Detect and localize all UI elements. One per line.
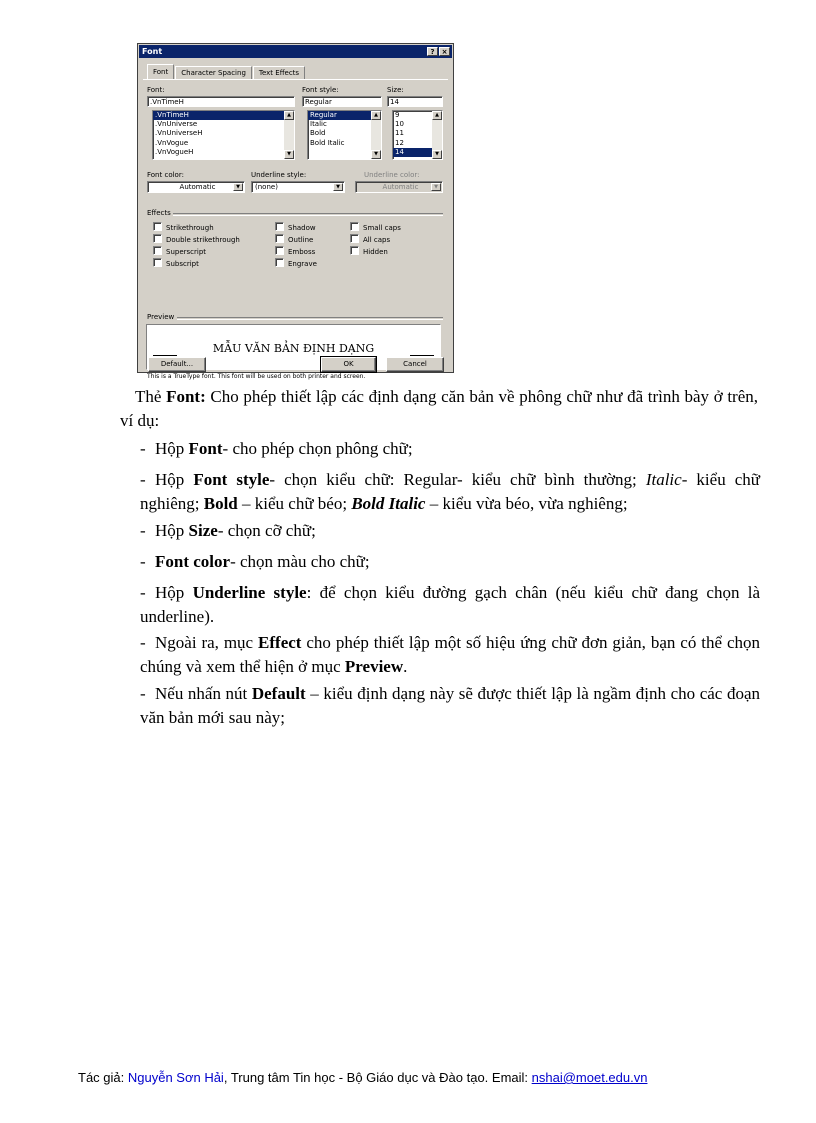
list-item[interactable]: .VnUniverse xyxy=(155,120,198,129)
scroll-up-icon[interactable]: ▲ xyxy=(432,111,442,120)
small-caps-checkbox[interactable]: Small caps xyxy=(350,222,401,233)
dialog-titlebar xyxy=(139,45,452,58)
list-item[interactable]: Regular xyxy=(308,111,381,120)
font-style-scrollbar[interactable] xyxy=(371,111,381,159)
font-color-label: Font color: xyxy=(147,171,184,179)
page-footer: Tác giả: Nguyễn Sơn Hải, Trung tâm Tin học - Bộ Giáo dục và Đào tạo. Email: nshai@moet.edu.vn xyxy=(78,1070,648,1085)
tab-bar xyxy=(147,65,306,79)
default-button[interactable]: Default... xyxy=(148,357,206,372)
tab-font[interactable]: Font xyxy=(147,64,174,79)
effects-label: Effects xyxy=(147,209,171,217)
size-input[interactable]: 14 xyxy=(387,96,443,107)
list-item[interactable]: .VnTimeH xyxy=(153,111,294,120)
tab-character-spacing[interactable]: Character Spacing xyxy=(175,66,252,79)
font-label: Font: xyxy=(147,86,165,94)
double-strikethrough-checkbox[interactable]: Double strikethrough xyxy=(153,234,240,245)
list-item: - Hộp Font- cho phép chọn phông chữ; xyxy=(140,439,413,458)
chevron-down-icon: ▼ xyxy=(431,183,441,191)
superscript-checkbox[interactable]: Superscript xyxy=(153,246,206,257)
list-item[interactable]: .VnVogue xyxy=(155,138,189,147)
shadow-checkbox[interactable]: Shadow xyxy=(275,222,316,233)
scroll-down-icon[interactable]: ▼ xyxy=(371,150,381,159)
font-style-list[interactable] xyxy=(307,110,382,160)
list-item[interactable]: 12 xyxy=(395,138,404,147)
list-item[interactable]: 11 xyxy=(395,129,404,138)
list-item: - Hộp Font style- chọn kiểu chữ: Regular- kiểu chữ bình thường; Italic- kiểu chữ nghiêng; Bold – kiểu chữ béo; Bold Italic – kiểu vừa béo, vừa nghiêng; xyxy=(140,470,760,513)
list-item[interactable]: Bold xyxy=(310,129,326,138)
outline-checkbox[interactable]: Outline xyxy=(275,234,313,245)
scroll-up-icon[interactable]: ▲ xyxy=(284,111,294,120)
list-item: - Hộp Size- chọn cỡ chữ; xyxy=(140,521,316,540)
subscript-checkbox[interactable]: Subscript xyxy=(153,258,199,269)
list-item: - Nếu nhấn nút Default – kiểu định dạng này sẽ được thiết lập là ngầm định cho các đoạn văn bản mới sau này; xyxy=(140,684,760,727)
list-item[interactable]: .VnVogueH xyxy=(155,147,194,156)
scroll-up-icon[interactable]: ▲ xyxy=(371,111,381,120)
font-color-select[interactable]: Automatic ▼ xyxy=(147,181,245,193)
chevron-down-icon[interactable]: ▼ xyxy=(233,183,243,191)
font-list[interactable] xyxy=(152,110,295,160)
font-dialog xyxy=(137,43,454,380)
hidden-checkbox[interactable]: Hidden xyxy=(350,246,388,257)
list-item[interactable]: .VnUniverseH xyxy=(155,129,203,138)
truetype-note: This is a TrueType font. This font will be used on both printer and screen. xyxy=(147,373,366,380)
font-input[interactable]: .VnTimeH xyxy=(147,96,295,107)
underline-color-label: Underline color: xyxy=(364,171,420,179)
size-list[interactable] xyxy=(392,110,443,160)
dialog-title: Font xyxy=(142,47,163,56)
underline-style-select[interactable]: (none) ▼ xyxy=(251,181,345,193)
size-label: Size: xyxy=(387,86,404,94)
preview-text: MẪU VĂN BẢN ĐỊNH DẠNG xyxy=(212,342,375,355)
scroll-down-icon[interactable]: ▼ xyxy=(432,150,442,159)
list-item: - Ngoài ra, mục Effect cho phép thiết lập một số hiệu ứng chữ đơn giản, bạn có thể chọn chúng và xem thể hiện ở mục Preview. xyxy=(140,633,760,676)
list-item: - Hộp Underline style: để chọn kiểu đường gạch chân (nếu kiểu chữ đang chọn là underline). xyxy=(140,583,760,626)
size-list-scrollbar[interactable] xyxy=(432,111,442,159)
list-item[interactable]: 9 xyxy=(395,111,400,119)
underline-color-select: Automatic ▼ xyxy=(355,181,443,193)
scroll-down-icon[interactable]: ▼ xyxy=(284,150,294,159)
chevron-down-icon[interactable]: ▼ xyxy=(333,183,343,191)
list-item[interactable]: Bold Italic xyxy=(310,138,345,147)
preview-line-right xyxy=(410,355,434,356)
preview-line-left xyxy=(153,355,177,356)
font-style-input[interactable]: Regular xyxy=(302,96,382,107)
list-item: - Font color- chọn màu cho chữ; xyxy=(140,552,370,571)
author-name: Nguyễn Sơn Hải xyxy=(127,1070,224,1085)
tab-text-effects[interactable]: Text Effects xyxy=(253,66,305,79)
close-button[interactable]: × xyxy=(439,47,450,56)
ok-button[interactable]: OK xyxy=(321,357,376,372)
intro-paragraph: Thẻ Font: Cho phép thiết lập các định dạng căn bản về phông chữ như đã trình bày ở trên, ví dụ: xyxy=(120,387,759,430)
preview-divider xyxy=(177,317,443,320)
font-list-scrollbar[interactable] xyxy=(284,111,294,159)
email-link[interactable]: nshai@moet.edu.vn xyxy=(531,1070,648,1085)
list-item[interactable]: 14 xyxy=(393,148,442,157)
cancel-button[interactable]: Cancel xyxy=(386,357,444,372)
list-item[interactable]: 10 xyxy=(395,120,404,129)
preview-label: Preview xyxy=(147,313,175,321)
effects-divider xyxy=(173,213,443,216)
list-item[interactable]: Italic xyxy=(310,120,327,129)
all-caps-checkbox[interactable]: All caps xyxy=(350,234,390,245)
font-style-label: Font style: xyxy=(302,86,339,94)
engrave-checkbox[interactable]: Engrave xyxy=(275,258,317,269)
emboss-checkbox[interactable]: Emboss xyxy=(275,246,315,257)
strikethrough-checkbox[interactable]: Strikethrough xyxy=(153,222,214,233)
underline-style-label: Underline style: xyxy=(251,171,307,179)
help-button[interactable]: ? xyxy=(427,47,438,56)
